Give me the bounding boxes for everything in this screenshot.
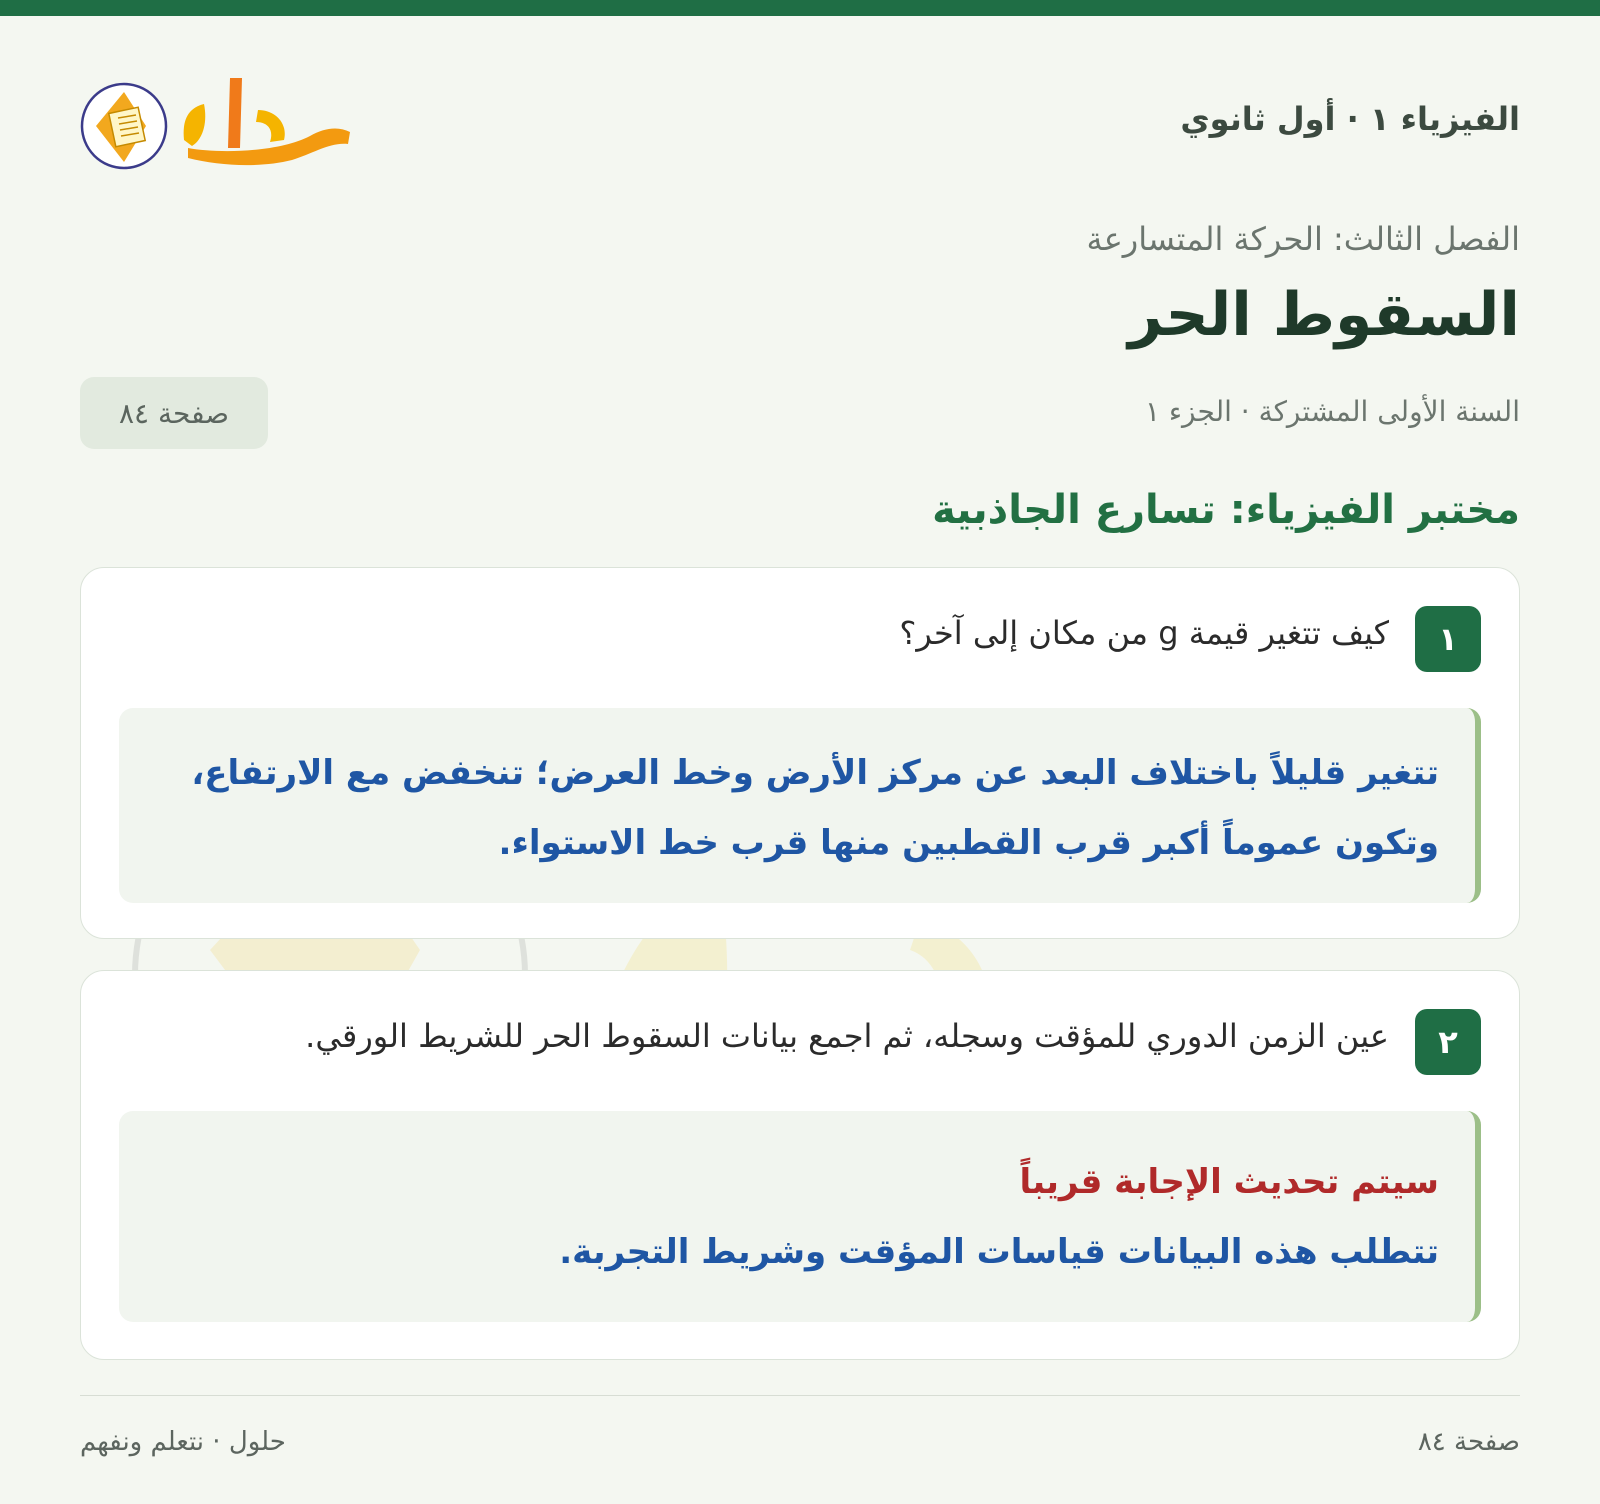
answer-box xyxy=(119,708,1481,903)
question-card xyxy=(80,970,1520,1360)
pending-answer-notice: سيتم تحديث الإجابة قريباً xyxy=(1019,1162,1439,1202)
footer-divider xyxy=(80,1395,1520,1396)
question-text: عين الزمن الدوري للمؤقت وسجله، ثم اجمع بيانات السقوط الحر للشريط الورقي. xyxy=(305,1017,1389,1055)
answer-text: تتطلب هذه البيانات قياسات المؤقت وشريط التجربة. xyxy=(559,1232,1439,1272)
page-title: السقوط الحر xyxy=(1128,280,1520,350)
course-label: الفيزياء ١ · أول ثانوي xyxy=(1180,100,1520,138)
chapter-label: الفصل الثالث: الحركة المتسارعة xyxy=(1086,220,1520,258)
footer-brand: حلول · نتعلم ونفهم xyxy=(80,1427,286,1457)
hulul-logo xyxy=(80,70,360,180)
top-accent-bar xyxy=(0,0,1600,16)
question-number-badge: ١ xyxy=(1415,606,1481,672)
answer-box xyxy=(119,1111,1481,1322)
page-header xyxy=(80,60,1520,190)
answer-text: تتغير قليلاً باختلاف البعد عن مركز الأرض وخط العرض؛ تنخفض مع الارتفاع، وتكون عموماً أكبر قرب القطبين منها قرب خط الاستواء. xyxy=(191,753,1439,863)
lesson-meta: السنة الأولى المشتركة · الجزء ١ xyxy=(1144,395,1520,428)
question-card xyxy=(80,567,1520,939)
footer-page-number: صفحة ٨٤ xyxy=(1417,1427,1520,1457)
question-number-badge: ٢ xyxy=(1415,1009,1481,1075)
section-title: مختبر الفيزياء: تسارع الجاذبية xyxy=(932,487,1520,533)
question-text: كيف تتغير قيمة g من مكان إلى آخر؟ xyxy=(899,614,1389,652)
page-number-badge: صفحة ٨٤ xyxy=(80,377,268,449)
